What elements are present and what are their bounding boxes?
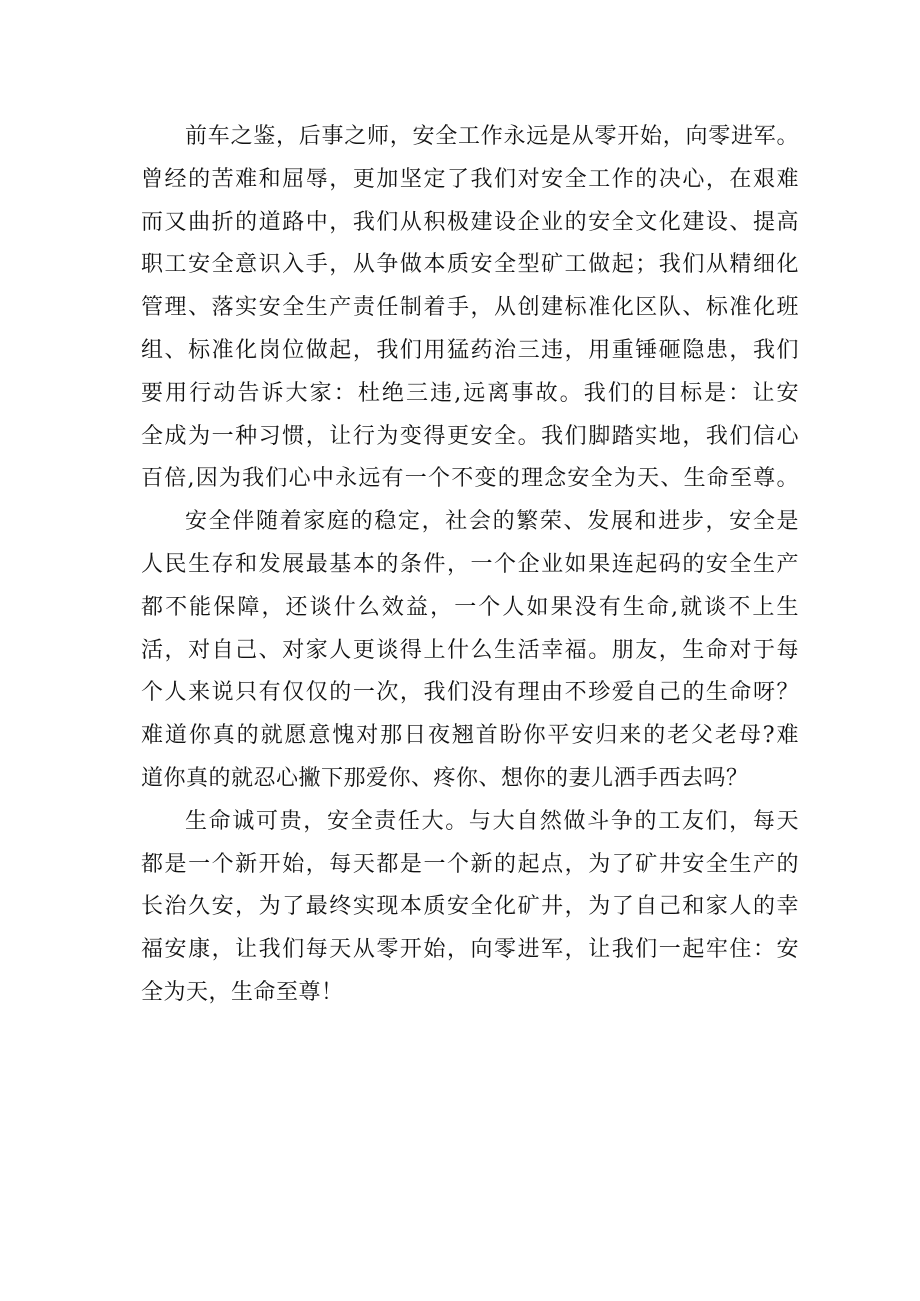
text-line: 职工安全意识入手，从争做本质安全型矿工做起；我们从精细化	[141, 252, 799, 278]
text-line: 都是一个新开始，每天都是一个新的起点，为了矿井安全生产的	[141, 851, 799, 877]
text-line: 福安康，让我们每天从零开始，向零进军，让我们一起牢住：安	[141, 937, 799, 963]
text-line: 都不能保障，还谈什么效益，一个人如果没有生命,就谈不上生	[141, 594, 799, 620]
text-line: 道你真的就忍心撇下那爱你、疼你、想你的妻儿洒手西去吗？	[141, 765, 749, 791]
text-line: 全成为一种习惯，让行为变得更安全。我们脚踏实地，我们信心	[141, 423, 799, 449]
text-line: 要用行动告诉大家：杜绝三违,远离事故。我们的目标是：让安	[141, 380, 799, 406]
text-line: 前车之鉴，后事之师，安全工作永远是从零开始，向零进军。	[185, 124, 799, 149]
text-line: 个人来说只有仅仅的一次，我们没有理由不珍爱自己的生命呀？	[141, 680, 799, 706]
text-line: 生命诚可贵，安全责任大。与大自然做斗争的工友们，每天	[185, 808, 799, 834]
text-line: 难道你真的就愿意愧对那日夜翘首盼你平安归来的老父老母?难	[141, 723, 799, 749]
text-line: 全为天，生命至尊！	[141, 979, 344, 1005]
paragraph-2	[141, 501, 799, 801]
text-line: 活，对自己、对家人更谈得上什么生活幸福。朋友，生命对于每	[141, 637, 799, 663]
text-line: 而又曲折的道路中，我们从积极建设企业的安全文化建设、提高	[141, 209, 799, 235]
text-line: 曾经的苦难和屈辱，更加坚定了我们对安全工作的决心，在艰难	[141, 166, 799, 192]
text-line: 组、标准化岗位做起，我们用猛药治三违，用重锤砸隐患，我们	[141, 337, 799, 363]
document-body	[141, 116, 799, 1015]
text-line: 百倍,因为我们心中永远有一个不变的理念安全为天、生命至尊。	[141, 466, 799, 492]
paragraph-3	[141, 801, 799, 1015]
text-line: 长治久安，为了最终实现本质安全化矿井，为了自己和家人的幸	[141, 894, 799, 920]
text-line: 人民生存和发展最基本的条件，一个企业如果连起码的安全生产	[141, 551, 799, 577]
text-line: 管理、落实安全生产责任制着手，从创建标准化区队、标准化班	[141, 295, 799, 321]
text-line: 安全伴随着家庭的稳定，社会的繁荣、发展和进步，安全是	[185, 509, 799, 535]
paragraph-1	[141, 116, 799, 501]
